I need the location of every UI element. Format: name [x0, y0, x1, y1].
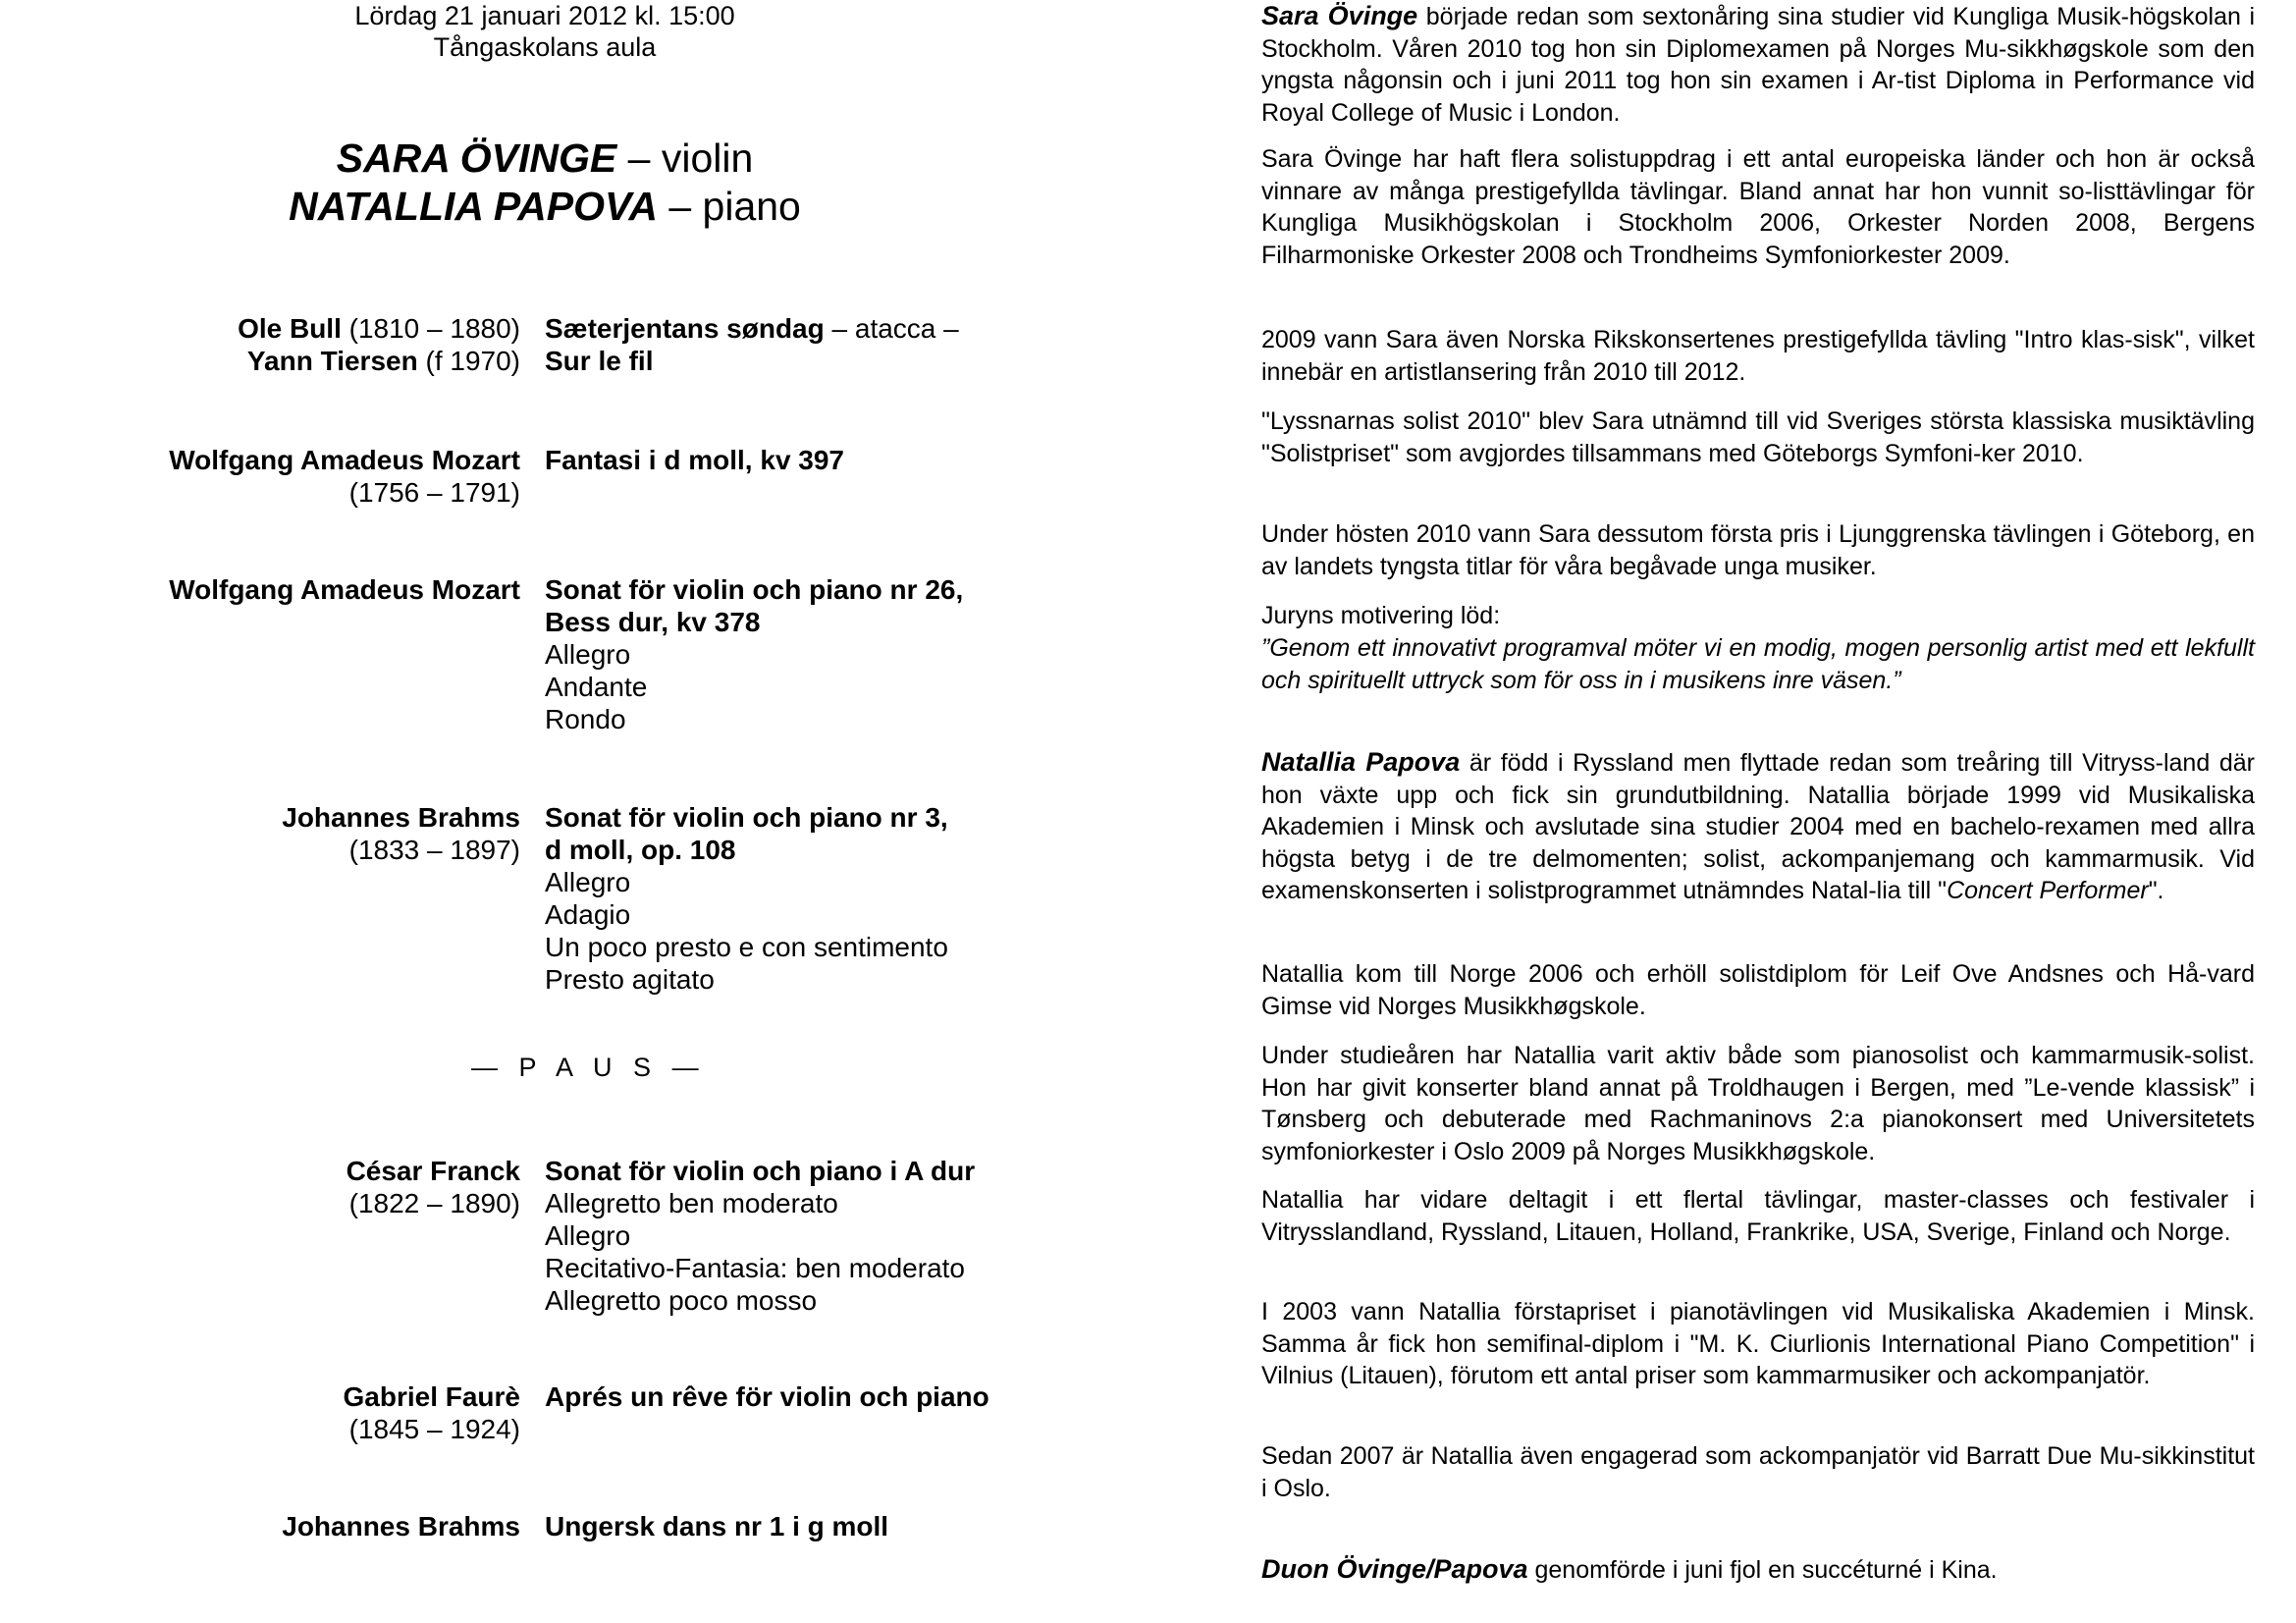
concert-venue: Tångaskolans aula	[433, 32, 657, 62]
performer-instrument: – piano	[668, 184, 801, 229]
work-title: Fantasi i d moll, kv 397	[545, 445, 845, 475]
work	[545, 345, 1153, 377]
bio-text: började redan som sextonåring sina studier vid Kungliga Musik-högskolan i Stockholm. Våren 2010 tog hon sin Diplomexamen på Norges Mu-sikkhøgskole som den yngsta någonsin och i juni 2011 tog hon sin examen i Ar-tist Diploma in Performance vid Royal College of Music i London.	[1261, 3, 2255, 127]
bio-text: genomförde i juni fjol en succéturné i Kina.	[1527, 1556, 1998, 1584]
bio-natallia-2	[1261, 958, 2255, 1022]
bio-italic: Concert Performer	[1947, 877, 2149, 904]
bio-name: Sara Övinge	[1261, 1, 1418, 30]
jury-intro	[1261, 600, 2255, 632]
composer	[0, 1380, 520, 1445]
movement: Rondo	[545, 704, 626, 734]
bio-sara-2	[1261, 143, 2255, 271]
composer-name: César Franck	[346, 1156, 520, 1186]
performer-violin	[0, 135, 1090, 182]
composer-name: Johannes Brahms	[282, 802, 520, 833]
work-title: Sur le fil	[545, 346, 654, 376]
bio-text: Sedan 2007 är Natallia även engagerad som ackompanjatör vid Barratt Due Mu-sikkinstitut i Oslo.	[1261, 1442, 2255, 1502]
bio-natallia-3	[1261, 1040, 2255, 1167]
work	[545, 1510, 1153, 1542]
bio-sara-5	[1261, 518, 2255, 582]
composer	[0, 312, 520, 345]
composer	[0, 801, 520, 866]
composer-dates: (1833 – 1897)	[348, 835, 520, 865]
composer-dates: (f 1970)	[425, 346, 520, 376]
bio-name: Natallia Papova	[1261, 747, 1461, 777]
bio-text: Under hösten 2010 vann Sara dessutom första pris i Ljunggrenska tävlingen i Göteborg, en av landets tyngsta titlar för våra begåvade unga musiker.	[1261, 520, 2255, 580]
movement: Allegretto ben moderato	[545, 1188, 838, 1218]
composer	[0, 573, 520, 606]
bio-sara-4	[1261, 406, 2255, 469]
bio-text: Under studieåren har Natallia varit aktiv både som pianosolist och kammarmusik-solist. Hon har givit konserter bland annat på Troldhaugen i Bergen, med ”Le-vende klassisk” i Tønsberg och debuterade med Rachmaninovs 2:a pianokonsert med Universitetets symfoniorkester i Oslo 2009 på Norges Musikkhøgskole.	[1261, 1042, 2255, 1165]
composer	[0, 444, 520, 509]
work-title: Sæterjentans søndag	[545, 313, 825, 344]
composer-name: Johannes Brahms	[282, 1511, 520, 1542]
work	[545, 1380, 1153, 1413]
composer-name: Ole Bull	[238, 313, 342, 344]
bio-natallia-1	[1261, 746, 2255, 907]
composer-name: Wolfgang Amadeus Mozart	[169, 445, 520, 475]
movement: Recitativo-Fantasia: ben moderato	[545, 1253, 965, 1283]
movement: Allegro	[545, 1220, 631, 1251]
bio-natallia-4	[1261, 1184, 2255, 1248]
work	[545, 573, 1153, 735]
bio-text: Juryns motivering löd:	[1261, 602, 1501, 629]
bio-text: Natallia har vidare deltagit i ett flertal tävlingar, master-classes och festivaler i Vitrysslandland, Ryssland, Litauen, Holland, Frankrike, USA, Sverige, Finland och Norge.	[1261, 1186, 2255, 1246]
performer-name: NATALLIA PAPOVA	[289, 184, 658, 229]
bio-text: är född i Ryssland men flyttade redan som treåring till Vitryss-land där hon växte upp och fick sin grundutbildning. Natallia började 1999 vid Musikaliska Akademien i Minsk och avslutade sina studier 2004 med en bachelo-rexamen med allra högsta betyg i de tre delmomenten; solist, ackompanjemang och kammarmusik. Vid examenskonserten i solistprogrammet utnämndes Natal-lia till "	[1261, 749, 2255, 904]
composer-dates: (1810 – 1880)	[348, 313, 520, 344]
composer	[0, 345, 520, 377]
bio-text-end: ".	[2148, 877, 2164, 904]
work-title-cont: Bess dur, kv 378	[545, 607, 761, 637]
performer-name: SARA ÖVINGE	[336, 135, 617, 181]
work-suffix: – atacca –	[831, 313, 959, 344]
movement: Allegretto poco mosso	[545, 1285, 818, 1316]
jury-quote	[1261, 632, 2255, 696]
performer-piano	[0, 183, 1090, 230]
movement: Presto agitato	[545, 964, 715, 995]
work-title: Sonat för violin och piano nr 3,	[545, 802, 948, 833]
composer-dates: (1822 – 1890)	[348, 1188, 520, 1218]
bio-sara-3	[1261, 324, 2255, 388]
bio-text: Sara Övinge har haft flera solistuppdrag i ett antal europeiska länder och hon är också vinnare av många prestigefyllda tävlingar. Bland annat har hon vunnit so-listtävlingar för Kungliga Musikhögskolan i Stockholm 2006, Orkester Norden 2008, Bergens Filharmoniske Orkester 2008 och Trondheims Symfoniorkester 2009.	[1261, 145, 2255, 269]
work-title: Sonat för violin och piano nr 26,	[545, 574, 964, 605]
movement: Andante	[545, 672, 648, 702]
composer-name: Gabriel Faurè	[343, 1381, 520, 1412]
intermission-label: — P A U S —	[471, 1053, 706, 1082]
movement: Allegro	[545, 639, 631, 670]
bio-duo	[1261, 1553, 2255, 1587]
composer	[0, 1510, 520, 1542]
bio-name: Duon Övinge/Papova	[1261, 1554, 1528, 1584]
work	[545, 1155, 1153, 1317]
movement: Allegro	[545, 867, 631, 897]
composer-dates: (1756 – 1791)	[348, 477, 520, 508]
composer-name: Yann Tiersen	[246, 346, 418, 376]
bio-text: 2009 vann Sara även Norska Rikskonsertenes prestigefyllda tävling "Intro klas-sisk", vilket innebär en artistlansering från 2010 till 2012.	[1261, 326, 2255, 386]
bio-text: I 2003 vann Natallia förstapriset i pianotävlingen vid Musikaliska Akademien i Minsk. Samma år fick hon semifinal-diplom i "M. K. Ciurlionis International Piano Competition" i Vilnius (Litauen), förutom ett antal priser som kammarmusiker och ackompanjatör.	[1261, 1298, 2255, 1389]
bio-natallia-5	[1261, 1296, 2255, 1392]
composer-dates: (1845 – 1924)	[348, 1414, 520, 1444]
quote-text: ”Genom ett innovativt programval möter vi en modig, mogen personlig artist med ett lekfullt och spirituellt uttryck som för oss in i musikens inre väsen.”	[1261, 634, 2255, 694]
performer-instrument: – violin	[627, 135, 754, 181]
composer-name: Wolfgang Amadeus Mozart	[169, 574, 520, 605]
bio-natallia-6	[1261, 1440, 2255, 1504]
bio-text: "Lyssnarnas solist 2010" blev Sara utnämnd till vid Sveriges största klassiska musiktävling "Solistpriset" som avgjordes tillsammans med Göteborgs Symfoni-ker 2010.	[1261, 407, 2255, 467]
concert-date-time: Lördag 21 januari 2012 kl. 15:00	[354, 1, 735, 30]
movement: Adagio	[545, 899, 631, 930]
movement: Un poco presto e con sentimento	[545, 932, 948, 962]
work	[545, 444, 1153, 476]
bio-sara-1	[1261, 0, 2255, 129]
work	[545, 312, 1153, 345]
bio-text: Natallia kom till Norge 2006 och erhöll solistdiplom för Leif Ove Andsnes och Hå-vard Gimse vid Norges Musikkhøgskole.	[1261, 960, 2255, 1020]
composer	[0, 1155, 520, 1219]
work	[545, 801, 1153, 996]
work-title: Aprés un rêve för violin och piano	[545, 1381, 989, 1412]
work-title-cont: d moll, op. 108	[545, 835, 736, 865]
work-title: Sonat för violin och piano i A dur	[545, 1156, 976, 1186]
work-title: Ungersk dans nr 1 i g moll	[545, 1511, 889, 1542]
